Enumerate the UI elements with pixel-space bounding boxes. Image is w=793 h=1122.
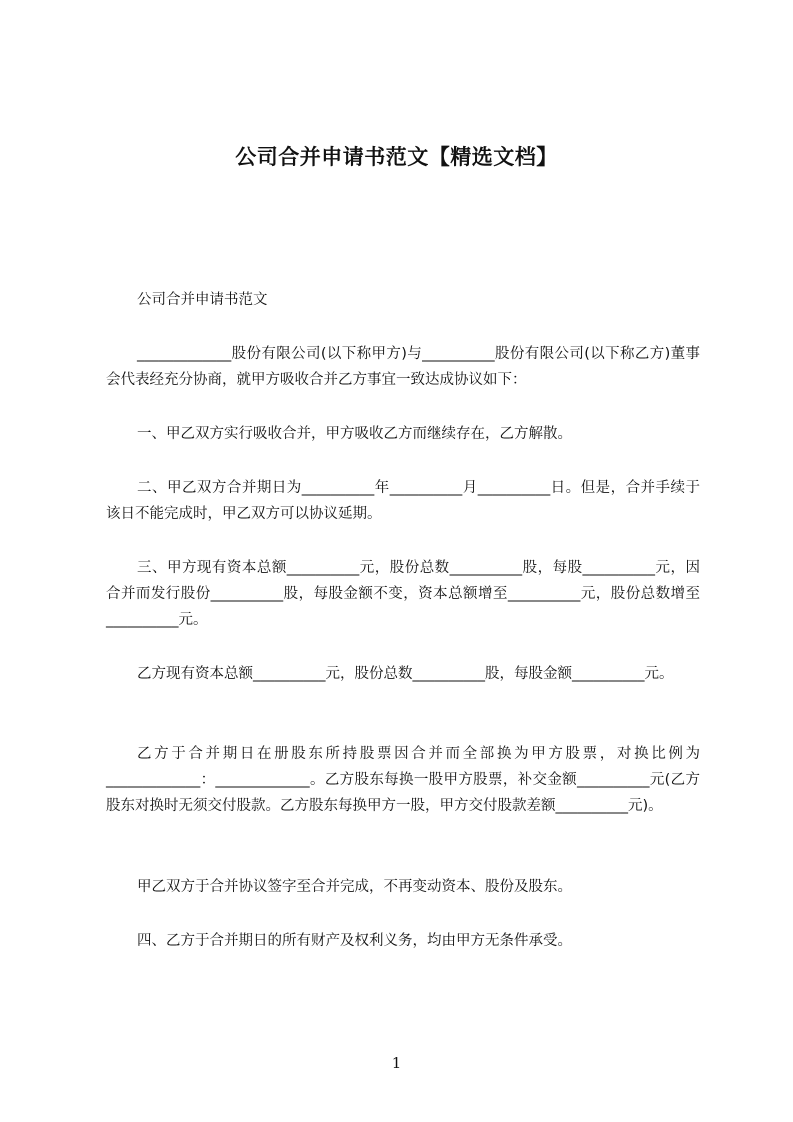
share-exchange-paragraph: 乙方于合并期日在册股东所持股票因合并而全部换为甲方股票，对换比例为_____________：_____________。乙方股东每换一股甲方股票，补交金额__________元(乙方股东对换时无须交付股款。乙方股东每换甲方一股，甲方交付股款差额__________元)。 [106, 746, 700, 814]
clause-two-paragraph: 二、甲乙双方合并期日为__________年__________月__________日。但是，合并手续于该日不能完成时，甲乙双方可以协议延期。 [106, 480, 700, 522]
section-heading: 公司合并申请书范文 [137, 292, 268, 308]
clause-three-paragraph: 三、甲方现有资本总额__________元，股份总数__________股，每股__________元，因合并而发行股份__________股，每股金额不变，资本总额增至__________元，股份总数增至__________元。 [106, 560, 700, 628]
document-title: 公司合并申请书范文【精选文档】 [235, 145, 558, 169]
clause-four-paragraph: 四、乙方于合并期日的所有财产及权利义务，均由甲方无条件承受。 [137, 933, 572, 949]
party-b-capital-paragraph: 乙方现有资本总额__________元，股份总数__________股，每股金额__________元。 [137, 666, 674, 682]
no-change-paragraph: 甲乙双方于合并协议签字至合并完成，不再变动资本、股份及股东。 [137, 879, 572, 895]
agreement-intro-paragraph: _____________股份有限公司(以下称甲方)与__________股份有限公司(以下称乙方)董事会代表经充分协商，就甲方吸收合并乙方事宜一致达成协议如下： [106, 346, 700, 388]
page-number: 1 [391, 1054, 402, 1072]
clause-one-paragraph: 一、甲乙双方实行吸收合并，甲方吸收乙方而继续存在，乙方解散。 [137, 426, 572, 442]
